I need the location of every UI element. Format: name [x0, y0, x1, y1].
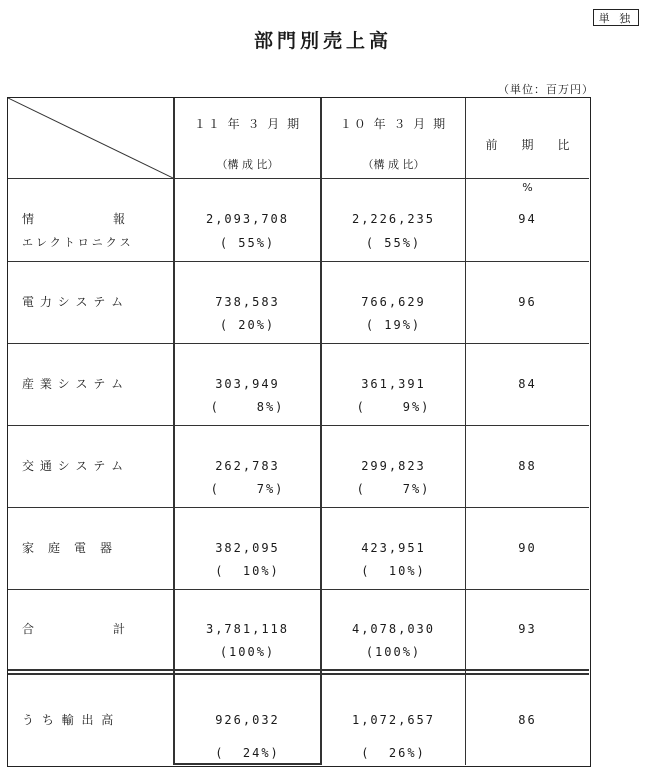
header-col1-sub: （構 成 比）	[216, 158, 279, 171]
value-current: 2,093,708	[205, 212, 290, 226]
share-current: ( 24%)	[215, 746, 280, 760]
value-current: 926,032	[215, 713, 280, 727]
share-previous: ( 26%)	[361, 746, 426, 760]
value-current: 262,783	[215, 459, 280, 473]
row-label-total: 合 計	[22, 622, 127, 636]
row-divider	[8, 343, 589, 344]
row-label: 家 庭 電 器	[22, 541, 114, 555]
share-previous: ( 7%)	[356, 482, 431, 496]
sales-table	[7, 97, 591, 767]
yoy-ratio: 86	[518, 713, 537, 727]
row-divider-double	[8, 669, 589, 671]
yoy-ratio: 90	[518, 541, 537, 555]
col-divider	[320, 98, 322, 765]
share-current: ( 55%)	[219, 236, 276, 250]
yoy-ratio: 88	[518, 459, 537, 473]
row-label: 情 報	[22, 212, 127, 226]
row-divider	[8, 507, 589, 508]
header-col3: 前 期 比	[485, 138, 570, 152]
value-previous: 2,226,235	[351, 212, 436, 226]
standalone-badge: 単 独	[593, 9, 639, 26]
header-col2-sub: （構 成 比）	[362, 158, 425, 171]
value-current: 303,949	[215, 377, 280, 391]
value-previous: 4,078,030	[351, 622, 436, 636]
value-previous: 361,391	[361, 377, 426, 391]
value-previous: 766,629	[361, 295, 426, 309]
share-previous: ( 55%)	[365, 236, 422, 250]
yoy-ratio: 96	[518, 295, 537, 309]
share-current: ( 8%)	[210, 400, 285, 414]
share-previous: ( 10%)	[361, 564, 426, 578]
header-col2: １０ 年 ３ 月 期	[339, 117, 448, 131]
value-current: 3,781,118	[205, 622, 290, 636]
unit-note: （単位：百万円）	[498, 83, 594, 96]
value-previous: 1,072,657	[351, 713, 436, 727]
row-divider	[8, 425, 589, 426]
share-previous: ( 9%)	[356, 400, 431, 414]
share-current: (100%)	[219, 645, 276, 659]
row-divider	[8, 589, 589, 590]
share-previous: (100%)	[365, 645, 422, 659]
col-divider	[173, 98, 175, 765]
row-label-sub: エレクトロニクス	[22, 236, 134, 249]
row-label: 交 通 シ ス テ ム	[22, 459, 125, 473]
row-label: 産 業 シ ス テ ム	[22, 377, 125, 391]
share-previous: ( 19%)	[365, 318, 422, 332]
col1-bottom-border	[173, 763, 322, 765]
share-current: ( 7%)	[210, 482, 285, 496]
row-label-exports: う ち 輸 出 高	[22, 713, 116, 727]
yoy-ratio: 93	[518, 622, 537, 636]
row-label: 電 力 シ ス テ ム	[22, 295, 125, 309]
yoy-ratio: 94	[518, 212, 537, 226]
yoy-ratio: 84	[518, 377, 537, 391]
percent-sign: %	[522, 181, 533, 194]
share-current: ( 20%)	[219, 318, 276, 332]
header-col1: １１ 年 ３ 月 期	[193, 117, 302, 131]
diagonal-line	[8, 98, 173, 178]
value-current: 382,095	[215, 541, 280, 555]
value-previous: 423,951	[361, 541, 426, 555]
row-divider-double	[8, 673, 589, 675]
share-current: ( 10%)	[215, 564, 280, 578]
value-previous: 299,823	[361, 459, 426, 473]
page-title: 部門別売上高	[253, 30, 392, 52]
value-current: 738,583	[215, 295, 280, 309]
row-divider	[8, 261, 589, 262]
row-divider	[8, 178, 589, 179]
col-divider	[465, 98, 466, 765]
